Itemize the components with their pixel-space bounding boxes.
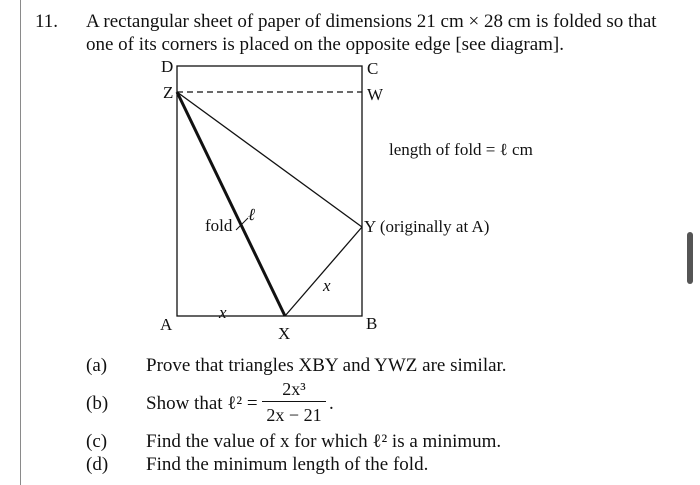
part-a-label: (a) [86, 355, 108, 376]
question-text-line-2: one of its corners is placed on the opposite edge [see diagram]. [86, 34, 565, 55]
part-c-text: Find the value of x for which ℓ² is a minimum. [146, 431, 502, 452]
label-ell: ℓ [248, 205, 256, 224]
length-of-fold-note: length of fold = ℓ cm [389, 140, 533, 159]
label-x-point: X [278, 324, 291, 343]
label-b: B [366, 314, 378, 333]
fraction-denominator: 2x − 21 [266, 405, 322, 425]
label-x-slant: x [323, 276, 331, 295]
part-b-text: Show that ℓ² = [146, 393, 258, 414]
part-c-label: (c) [86, 431, 108, 452]
label-d: D [161, 57, 174, 76]
label-y-originally-at-a: Y (originally at A) [364, 217, 490, 236]
paper-rectangle [177, 66, 362, 316]
fraction-numerator: 2x³ [282, 379, 306, 399]
part-a-text: Prove that triangles XBY and YWZ are similar. [146, 355, 507, 376]
fold-line [177, 92, 285, 316]
part-b-label: (b) [86, 393, 109, 414]
part-d-text: Find the minimum length of the fold. [146, 454, 429, 475]
question-number: 11. [35, 11, 59, 32]
label-fold: fold [205, 216, 233, 235]
label-w: W [367, 85, 384, 104]
part-d-label: (d) [86, 454, 109, 475]
label-c: C [367, 59, 379, 78]
folded-edge-zy [177, 92, 362, 227]
label-x-bottom: x [219, 303, 227, 322]
fraction-bar [262, 401, 326, 402]
question-text-line-1: A rectangular sheet of paper of dimensions 21 cm × 28 cm is folded so that [86, 11, 657, 32]
label-z: Z [163, 83, 174, 102]
folded-edge-xy [285, 227, 362, 316]
label-a: A [160, 315, 173, 334]
part-b-tail: . [329, 393, 334, 414]
